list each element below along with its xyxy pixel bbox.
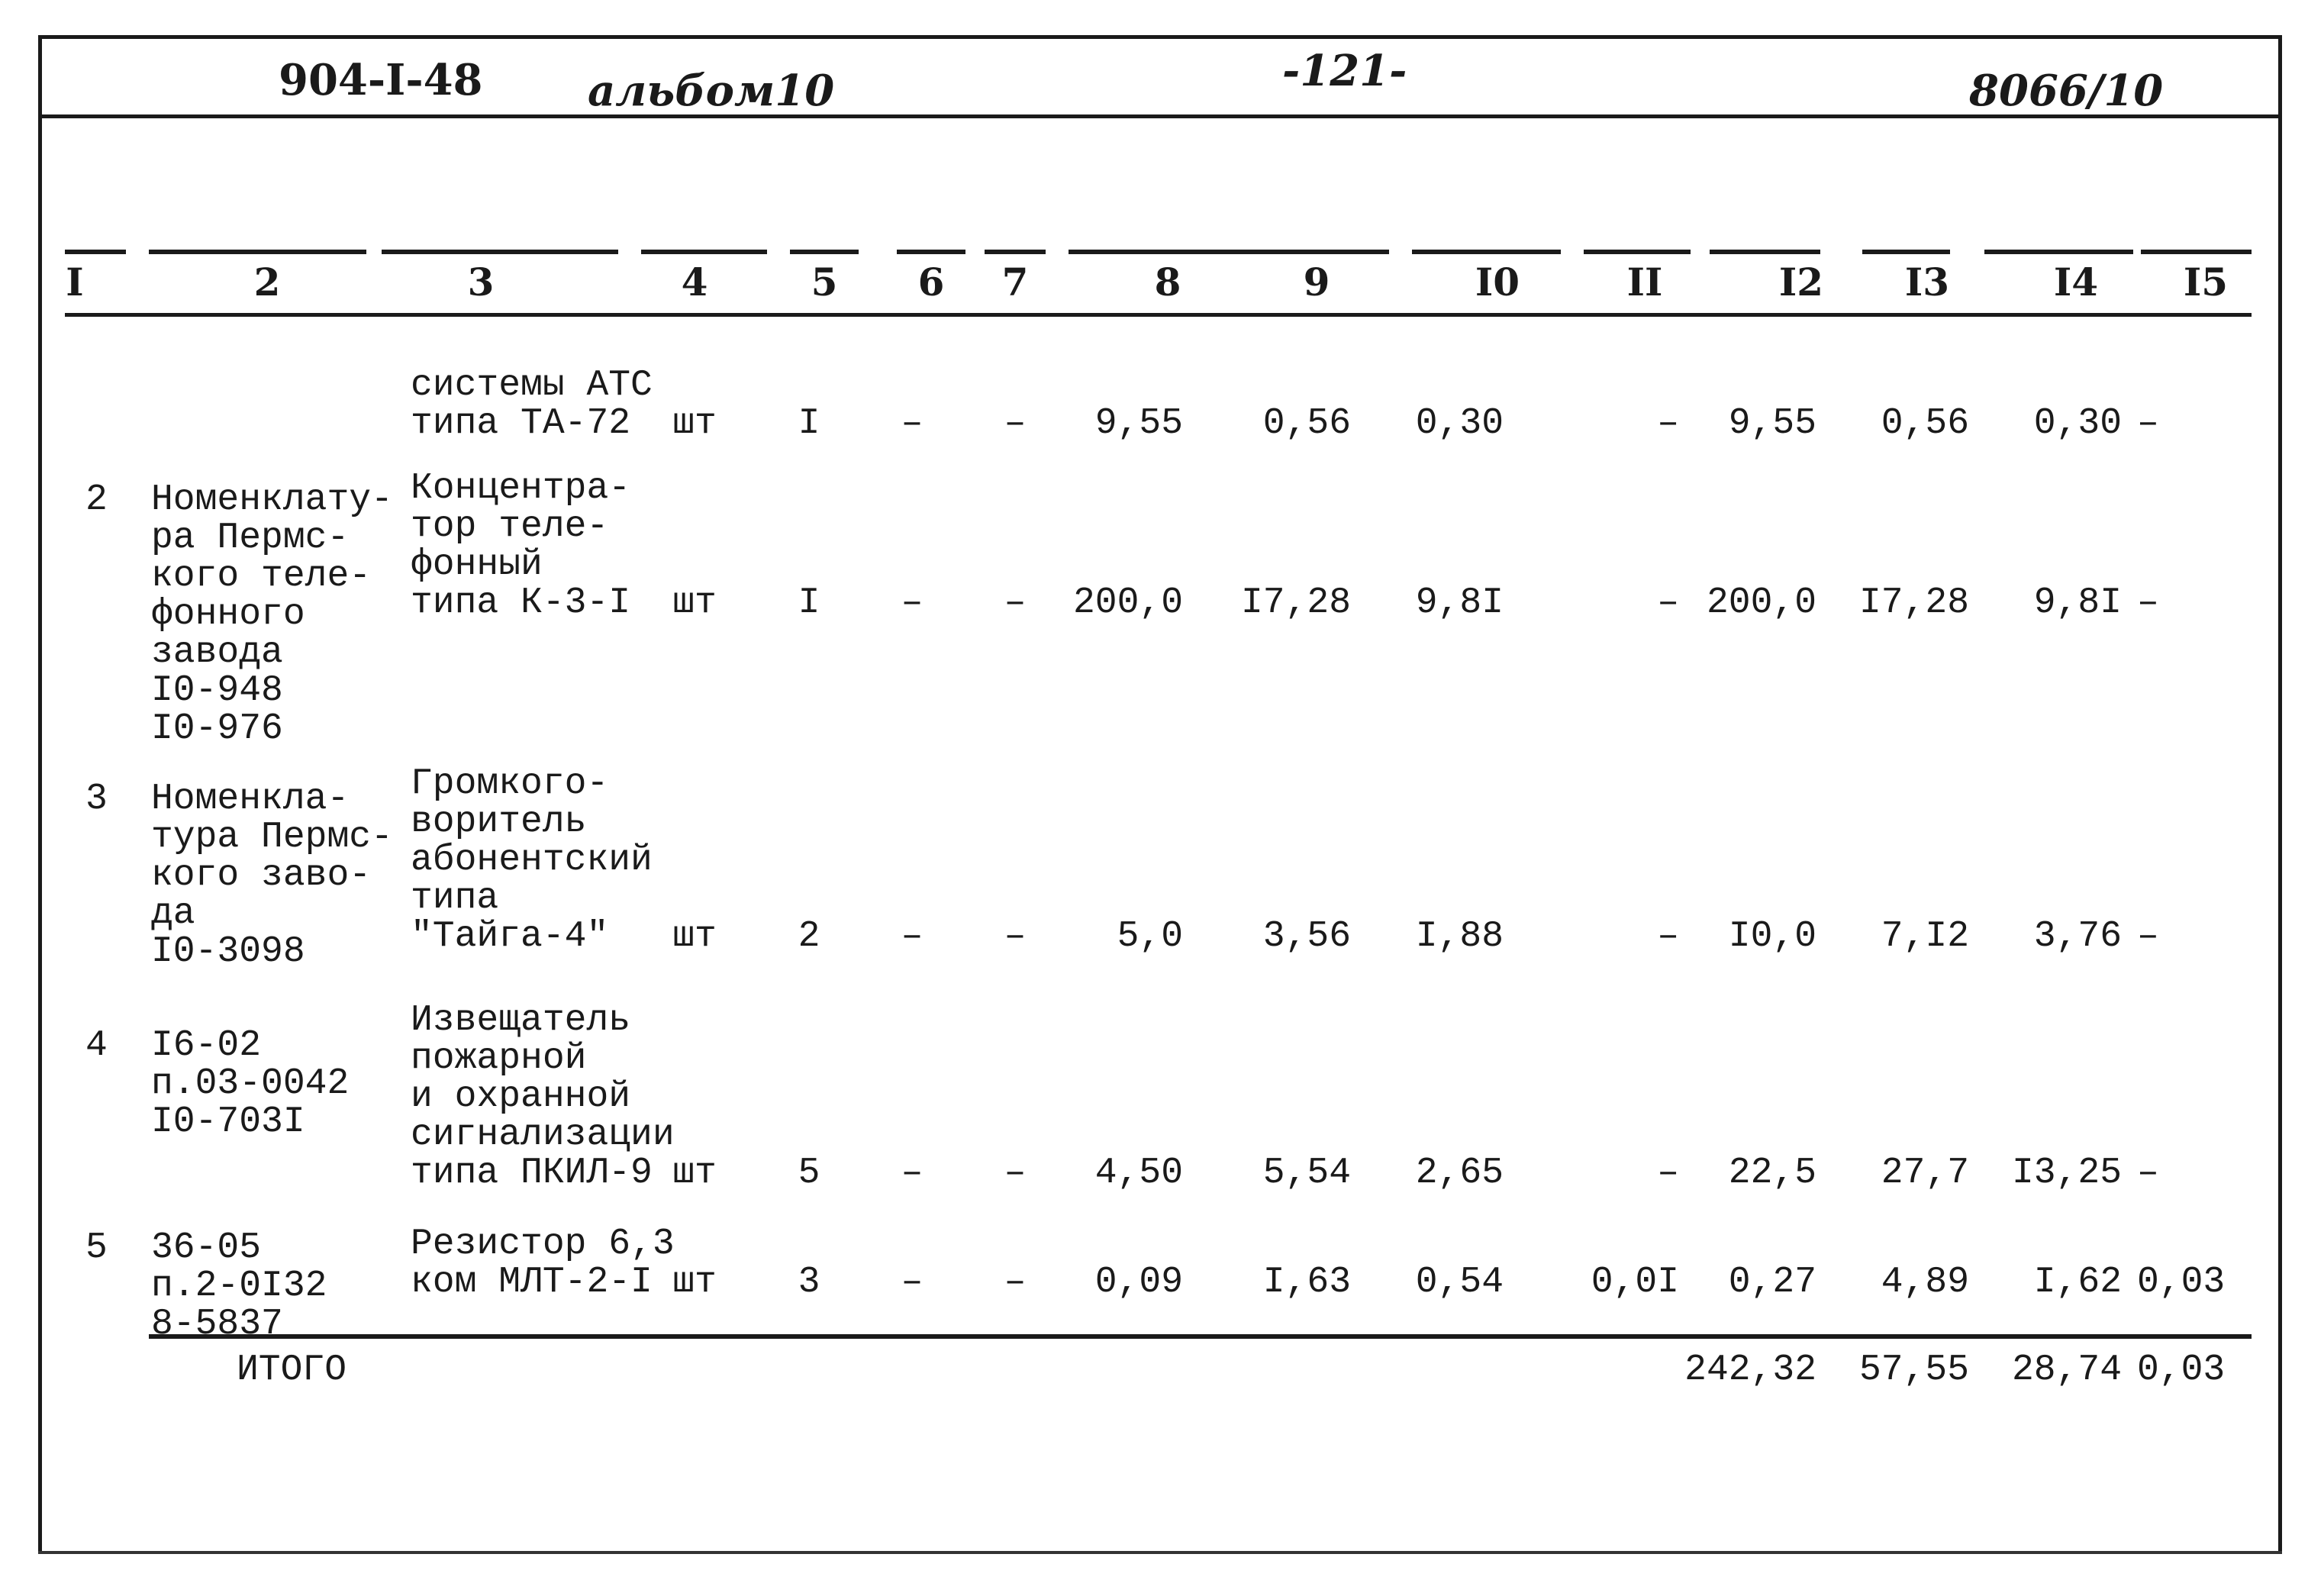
col9-cell: 0,56	[1262, 403, 1351, 444]
col15-cell: –	[2137, 582, 2159, 624]
item-code-line: 36-05	[151, 1227, 262, 1269]
unit-cell: шт	[672, 1153, 717, 1194]
item-name-line: Громкого-	[411, 763, 609, 804]
quantity-cell: 2	[798, 916, 820, 957]
column-header-dash	[382, 250, 618, 254]
col7-cell: –	[1004, 582, 1027, 624]
col10-cell: 2,65	[1415, 1153, 1504, 1194]
item-name-line: абонентский	[411, 840, 653, 881]
item-name-line: сигнализации	[411, 1114, 675, 1156]
col13-cell: 4,89	[1881, 1262, 1969, 1303]
col15-cell: 0,03	[2137, 1262, 2226, 1303]
item-code-line: кого заво-	[151, 855, 372, 896]
item-name-line: системы АТС	[411, 365, 653, 406]
column-header-dash	[1069, 250, 1240, 254]
column-number: 6	[917, 260, 945, 305]
item-code-line: п.2-0I32	[151, 1266, 327, 1307]
col11-cell: 0,0I	[1591, 1262, 1679, 1303]
column-header-dash	[1984, 250, 2133, 254]
column-number: 2	[253, 260, 281, 305]
column-number: I0	[1475, 260, 1520, 305]
col13-cell: I7,28	[1858, 582, 1969, 624]
unit-cell: шт	[672, 916, 717, 957]
col11-cell: –	[1657, 1153, 1679, 1194]
column-header-dash	[1710, 250, 1820, 254]
col14-cell: I,62	[2033, 1262, 2122, 1303]
row-number: 5	[85, 1227, 108, 1269]
item-code-line: I6-02	[151, 1025, 262, 1066]
item-name-line: типа	[411, 878, 499, 919]
col8-cell: 4,50	[1094, 1153, 1183, 1194]
col10-cell: 0,54	[1415, 1262, 1504, 1303]
col11-cell: –	[1657, 403, 1679, 444]
item-name-line: типа К-3-I	[411, 582, 631, 624]
col6-cell: –	[901, 1153, 924, 1194]
col13-cell: 7,I2	[1881, 916, 1969, 957]
item-name-line: типа ПКИЛ-9	[411, 1153, 653, 1194]
col7-cell: –	[1004, 1153, 1027, 1194]
item-name-line: фонный	[411, 544, 543, 585]
item-code-line: I0-703I	[151, 1101, 305, 1143]
item-code-line: I0-3098	[151, 931, 305, 972]
col7-cell: –	[1004, 1262, 1027, 1303]
doc-code: 904-I-48	[279, 55, 483, 105]
item-code-line: Номенклату-	[151, 479, 393, 521]
col7-cell: –	[1004, 916, 1027, 957]
album-label: альбом10	[588, 66, 835, 116]
col7-cell: –	[1004, 403, 1027, 444]
col10-cell: 9,8I	[1415, 582, 1504, 624]
col12-cell: 9,55	[1728, 403, 1816, 444]
item-name-line: тор теле-	[411, 506, 609, 547]
item-code-line: п.03-0042	[151, 1063, 350, 1104]
col10-cell: 0,30	[1415, 403, 1504, 444]
column-number: II	[1626, 260, 1663, 305]
column-header-dash	[1412, 250, 1561, 254]
column-number: 8	[1154, 260, 1181, 305]
column-number: 5	[811, 260, 838, 305]
total-col13: 57,55	[1858, 1349, 1969, 1391]
column-header-dash	[1584, 250, 1691, 254]
col11-cell: –	[1657, 916, 1679, 957]
quantity-cell: 3	[798, 1262, 820, 1303]
col13-cell: 0,56	[1881, 403, 1969, 444]
column-number: 4	[681, 260, 708, 305]
col12-cell: 0,27	[1728, 1262, 1816, 1303]
total-col12: 242,32	[1684, 1349, 1816, 1391]
total-col15: 0,03	[2137, 1349, 2226, 1391]
col12-cell: 200,0	[1706, 582, 1816, 624]
item-name-line: "Тайга-4"	[411, 916, 609, 957]
header-bottom-rule	[65, 313, 2252, 317]
item-name-line: ком МЛТ-2-I	[411, 1262, 653, 1303]
column-number: I5	[2183, 260, 2229, 305]
column-header-dash	[2141, 250, 2252, 254]
column-header-dash	[985, 250, 1046, 254]
column-number: 9	[1303, 260, 1330, 305]
item-code-line: ра Пермс-	[151, 517, 350, 559]
col6-cell: –	[901, 1262, 924, 1303]
column-header-dash	[149, 250, 366, 254]
header-rule	[42, 114, 2278, 118]
col8-cell: 9,55	[1094, 403, 1183, 444]
item-code-line: I0-948	[151, 670, 283, 711]
col11-cell: –	[1657, 582, 1679, 624]
col14-cell: 3,76	[2033, 916, 2122, 957]
item-code-line: I0-976	[151, 708, 283, 750]
col15-cell: –	[2137, 916, 2159, 957]
column-header-dash	[897, 250, 965, 254]
column-number: I3	[1904, 260, 1950, 305]
col9-cell: I,63	[1262, 1262, 1351, 1303]
item-name-line: воритель	[411, 801, 587, 843]
col8-cell: 0,09	[1094, 1262, 1183, 1303]
unit-cell: шт	[672, 403, 717, 444]
column-number: 7	[1001, 260, 1029, 305]
column-header-dash	[1862, 250, 1950, 254]
col9-cell: 3,56	[1262, 916, 1351, 957]
item-code-line: тура Пермс-	[151, 817, 393, 858]
archive-number: 8066/10	[1969, 66, 2164, 116]
column-number: I	[66, 260, 84, 305]
quantity-cell: I	[798, 403, 820, 444]
item-code-line: да	[151, 893, 195, 934]
frame-border-top	[38, 35, 2282, 39]
unit-cell: шт	[672, 1262, 717, 1303]
quantity-cell: I	[798, 582, 820, 624]
item-name-line: Резистор 6,3	[411, 1224, 675, 1265]
total-rule	[149, 1334, 2252, 1339]
item-name-line: Концентра-	[411, 468, 631, 509]
row-number: 3	[85, 779, 108, 820]
frame-border-right	[2278, 35, 2282, 1554]
total-label: ИТОГО	[237, 1349, 347, 1391]
col10-cell: I,88	[1415, 916, 1504, 957]
col13-cell: 27,7	[1881, 1153, 1969, 1194]
column-header-dash	[790, 250, 859, 254]
col12-cell: 22,5	[1728, 1153, 1816, 1194]
item-name-line: и охранной	[411, 1076, 631, 1117]
item-name-line: Извещатель	[411, 1000, 631, 1041]
col8-cell: 200,0	[1072, 582, 1183, 624]
total-col14: 28,74	[2011, 1349, 2122, 1391]
col9-cell: 5,54	[1262, 1153, 1351, 1194]
page-number: -121-	[1282, 46, 1407, 96]
col14-cell: 9,8I	[2033, 582, 2122, 624]
item-code-line: кого теле-	[151, 556, 372, 597]
col15-cell: –	[2137, 403, 2159, 444]
column-number: 3	[467, 260, 495, 305]
col8-cell: 5,0	[1117, 916, 1183, 957]
col14-cell: 0,30	[2033, 403, 2122, 444]
item-name-line: типа ТА-72	[411, 403, 631, 444]
col6-cell: –	[901, 582, 924, 624]
col14-cell: I3,25	[2011, 1153, 2122, 1194]
quantity-cell: 5	[798, 1153, 820, 1194]
row-number: 4	[85, 1025, 108, 1066]
col6-cell: –	[901, 403, 924, 444]
item-code-line: фонного	[151, 594, 305, 635]
col15-cell: –	[2137, 1153, 2159, 1194]
col6-cell: –	[901, 916, 924, 957]
item-code-line: завода	[151, 632, 283, 673]
unit-cell: шт	[672, 582, 717, 624]
column-number: I4	[2053, 260, 2099, 305]
column-header-dash	[65, 250, 126, 254]
frame-border-bottom	[38, 1551, 2282, 1554]
column-number: I2	[1778, 260, 1824, 305]
column-header-dash	[641, 250, 767, 254]
item-code-line: Номенкла-	[151, 779, 350, 820]
column-header-dash	[1240, 250, 1389, 254]
item-name-line: пожарной	[411, 1038, 587, 1079]
row-number: 2	[85, 479, 108, 521]
col12-cell: I0,0	[1728, 916, 1816, 957]
col9-cell: I7,28	[1240, 582, 1351, 624]
item-code-line: 8-5837	[151, 1304, 283, 1345]
